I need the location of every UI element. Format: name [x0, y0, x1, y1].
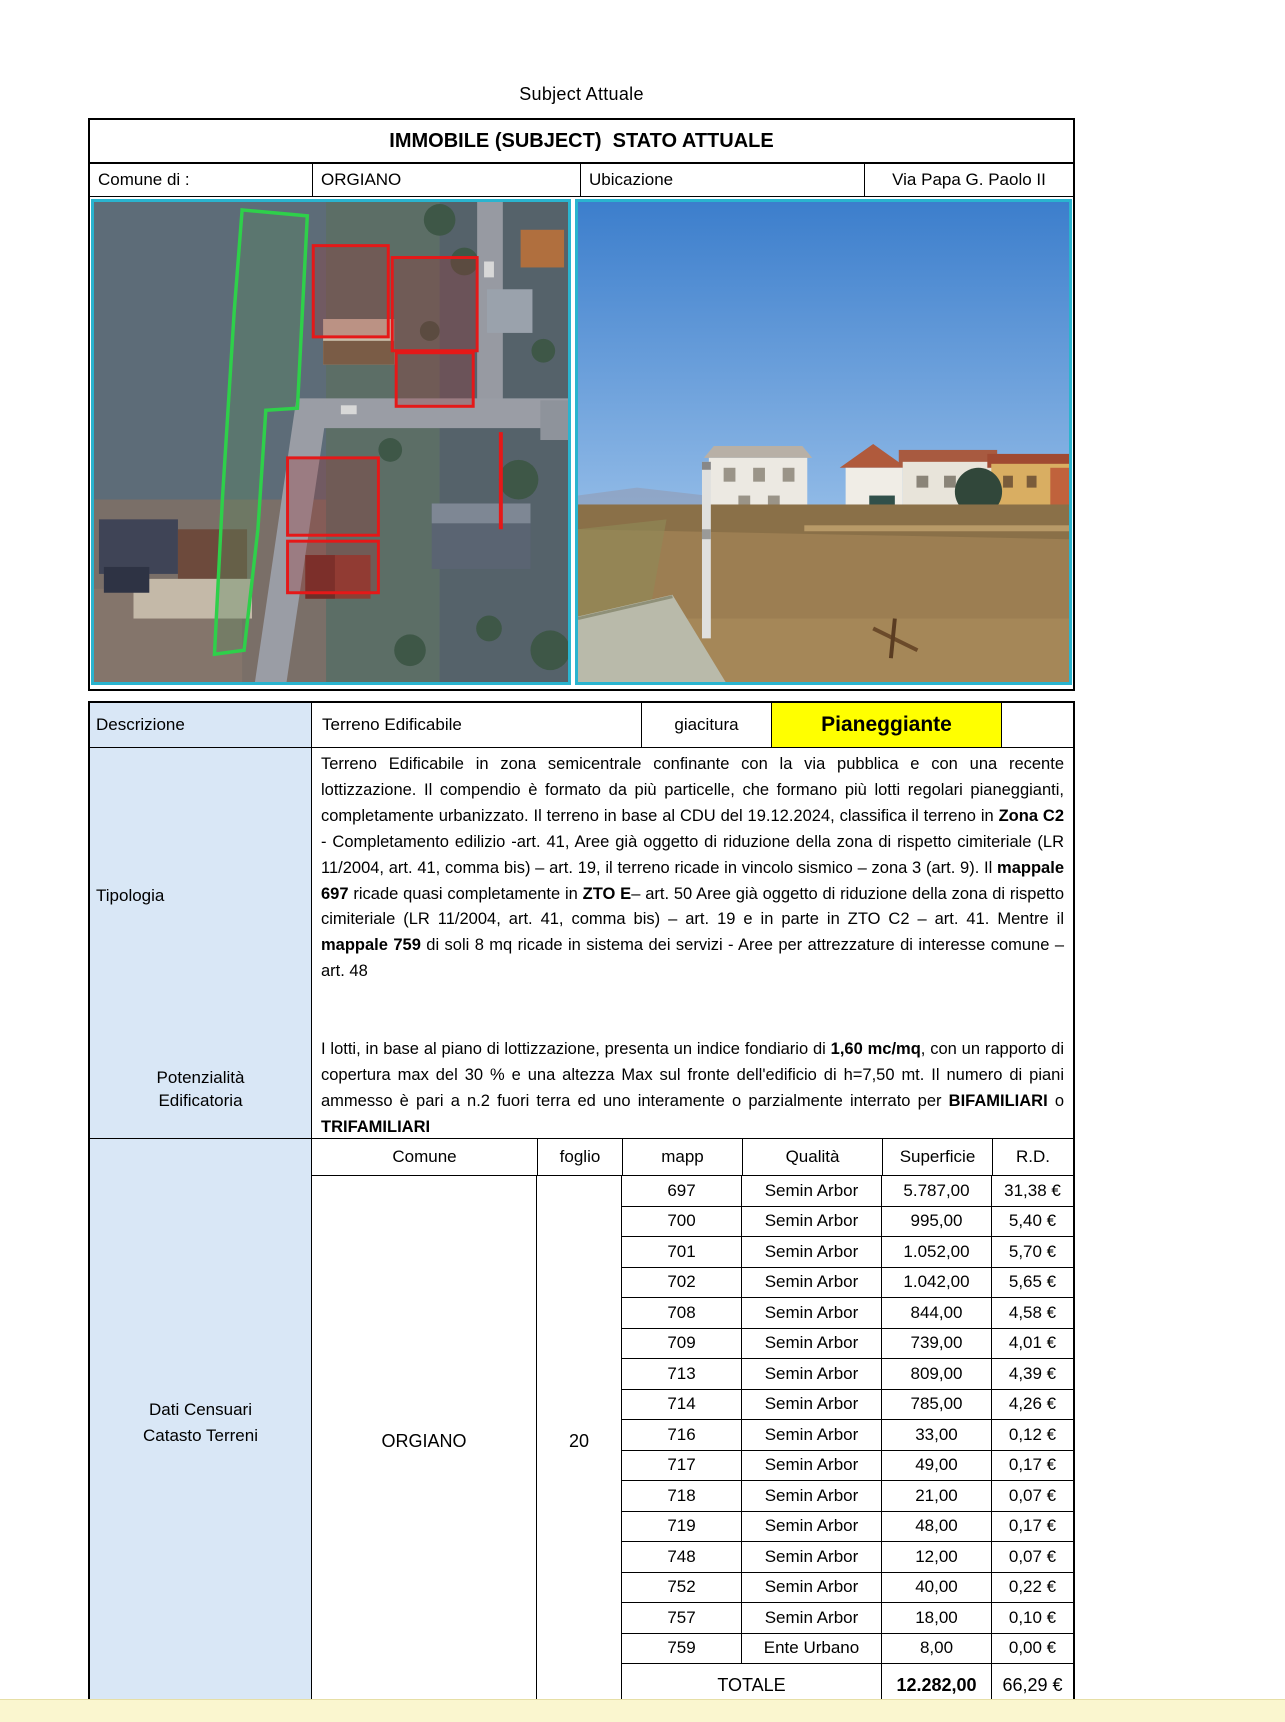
table-row [622, 1420, 1073, 1451]
total-superficie: 12.282,00 [882, 1664, 992, 1706]
description-row [90, 703, 1073, 748]
cell-rd: 0,22 € [1008, 1577, 1057, 1597]
table-row [622, 1237, 1073, 1268]
cell-mapp: 717 [622, 1451, 742, 1481]
cell-mapp: 714 [622, 1390, 742, 1420]
cell-superficie: 18,00 [882, 1603, 992, 1633]
ubicazione-label: Ubicazione [580, 164, 864, 196]
descrizione-value: Terreno Edificabile [312, 703, 642, 747]
cell-qualita: Semin Arbor [742, 1176, 882, 1206]
cell-mapp: 701 [622, 1237, 742, 1267]
cell-qualita: Semin Arbor [742, 1359, 882, 1389]
empty-cell [1002, 703, 1073, 747]
cell-superficie: 49,00 [882, 1451, 992, 1481]
cell-superficie: 1.042,00 [882, 1268, 992, 1298]
cell-qualita: Semin Arbor [742, 1512, 882, 1542]
cell-qualita: Semin Arbor [742, 1298, 882, 1328]
cell-mapp: 759 [622, 1634, 742, 1664]
cell-qualita: Semin Arbor [742, 1207, 882, 1237]
cell-superficie: 785,00 [882, 1390, 992, 1420]
catasto-rows [622, 1176, 1073, 1706]
cell-rd: 0,17 € [1008, 1455, 1057, 1475]
table-row [622, 1451, 1073, 1482]
page-title: Subject Attuale [519, 84, 644, 104]
comune-value: ORGIANO [312, 164, 580, 196]
cell-superficie: 48,00 [882, 1512, 992, 1542]
cell-superficie: 1.052,00 [882, 1237, 992, 1267]
table-row [622, 1329, 1073, 1360]
potenzialita-paragraph: I lotti, in base al piano di lottizzazione, presenta un indice fondiario di 1,60 mc/mq, con un rapporto di copertura max del 30 % e una altezza Max sul fronte dell'edificio di h=7,50 mt. Il numero di piani ammesso è pari a n.2 fuori terra ed uno interamente o parzialmente interrato per BIFAMILIARI o TRIFAMILIARI [321, 1040, 1064, 1136]
giacitura-label: giacitura [642, 703, 772, 747]
cell-rd: 4,39 € [1008, 1363, 1057, 1383]
cell-mapp: 697 [622, 1176, 742, 1206]
cell-superficie: 8,00 [882, 1634, 992, 1664]
land-photo-image [575, 199, 1072, 685]
cell-rd: 0,00 € [1008, 1638, 1057, 1658]
cell-superficie: 809,00 [882, 1359, 992, 1389]
tipologia-content [312, 748, 1073, 1138]
table-row [622, 1207, 1073, 1238]
cell-mapp: 713 [622, 1359, 742, 1389]
catasto-table [312, 1139, 1073, 1706]
cell-mapp: 719 [622, 1512, 742, 1542]
catasto-foglio-value: 20 [537, 1176, 622, 1706]
cell-rd: 4,01 € [1008, 1333, 1057, 1353]
tipologia-label-cell [90, 748, 312, 1138]
table-row [622, 1542, 1073, 1573]
tipologia-potenzialita-row [90, 748, 1073, 1139]
cell-rd: 0,17 € [1008, 1516, 1057, 1536]
details-table [88, 701, 1075, 1708]
cell-rd: 31,38 € [1004, 1180, 1061, 1200]
cell-qualita: Semin Arbor [742, 1268, 882, 1298]
table-row [622, 1359, 1073, 1390]
potenzialita-label: Potenzialità Edificatoria [156, 1068, 245, 1110]
cell-rd: 0,07 € [1008, 1485, 1057, 1505]
catasto-section [90, 1139, 1073, 1706]
aerial-map-image [91, 199, 571, 685]
cell-qualita: Semin Arbor [742, 1390, 882, 1420]
cell-rd: 0,12 € [1008, 1424, 1057, 1444]
cell-qualita: Semin Arbor [742, 1481, 882, 1511]
cell-qualita: Semin Arbor [742, 1542, 882, 1572]
cell-superficie: 33,00 [882, 1420, 992, 1450]
cell-qualita: Semin Arbor [742, 1573, 882, 1603]
page-bottom-band [0, 1699, 1285, 1722]
header-mapp: mapp [622, 1139, 742, 1175]
section-gap [88, 691, 1075, 701]
cell-superficie: 995,00 [882, 1207, 992, 1237]
cell-rd: 5,65 € [1008, 1272, 1057, 1292]
cell-qualita: Ente Urbano [742, 1634, 882, 1664]
cell-qualita: Semin Arbor [742, 1451, 882, 1481]
table-row [622, 1603, 1073, 1634]
appraisal-sheet [88, 84, 1075, 1708]
cell-superficie: 844,00 [882, 1298, 992, 1328]
total-label: TOTALE [622, 1664, 882, 1706]
total-rd: 66,29 € [1002, 1674, 1063, 1695]
land-photo-graphic [578, 202, 1069, 682]
aerial-map-graphic [94, 202, 568, 682]
catasto-header-row [312, 1139, 1073, 1176]
section-header: IMMOBILE (SUBJECT) STATO ATTUALE [90, 120, 1073, 164]
cell-mapp: 702 [622, 1268, 742, 1298]
table-row [622, 1573, 1073, 1604]
table-row [622, 1481, 1073, 1512]
giacitura-value-highlighted: Pianeggiante [772, 703, 1002, 747]
cell-qualita: Semin Arbor [742, 1329, 882, 1359]
header-comune: Comune [392, 1147, 457, 1166]
cell-superficie: 12,00 [882, 1542, 992, 1572]
tipologia-label: Tipologia [96, 886, 165, 905]
comune-label: Comune di : [98, 170, 190, 189]
table-row [622, 1512, 1073, 1543]
ubicazione-value: Via Papa G. Paolo II [864, 164, 1073, 196]
header-rd: R.D. [992, 1139, 1073, 1175]
table-row [622, 1390, 1073, 1421]
cell-superficie: 5.787,00 [882, 1176, 992, 1206]
cell-mapp: 716 [622, 1420, 742, 1450]
cell-rd: 4,26 € [1008, 1394, 1057, 1414]
header-superficie: Superficie [882, 1139, 992, 1175]
cell-mapp: 757 [622, 1603, 742, 1633]
tipologia-paragraph: Terreno Edificabile in zona semicentrale confinante con la via pubblica e con una recente lottizzazione. Il compendio è formato da più particelle, che formano più lotti regolari pianeggianti, completamente urbanizzato. Il terreno in base al CDU del 19.12.2024, classifica il terreno in Zona C2 - Completamento edilizio -art. 41, Aree già oggetto di riduzione della zona di rispetto cimiteriale (LR 11/2004, art. 41, comma bis) – art. 19, il terreno ricade in vincolo sismico – zona 3 (art. 9). Il mappale 697 ricade quasi completamente in ZTO E– art. 50 Aree già oggetto di riduzione della zona di rispetto cimiteriale (LR 11/2004, art. 41, comma bis) – art. 19 e in parte in ZTO C2 – art. 41. Mentre il mappale 759 di soli 8 mq ricade in sistema dei servizi - Aree per attrezzature di interesse comune – art. 48 [321, 755, 1064, 981]
cell-mapp: 700 [622, 1207, 742, 1237]
cell-rd: 0,10 € [1008, 1607, 1057, 1627]
cell-mapp: 752 [622, 1573, 742, 1603]
catasto-label-cell [90, 1139, 312, 1706]
cell-rd: 5,70 € [1008, 1241, 1057, 1261]
cell-mapp: 708 [622, 1298, 742, 1328]
catasto-section-label: Dati Censuari Catasto Terreni [143, 1399, 258, 1445]
images-row [90, 197, 1073, 689]
cell-rd: 5,40 € [1008, 1211, 1057, 1231]
cell-mapp: 718 [622, 1481, 742, 1511]
descrizione-label: Descrizione [90, 703, 312, 747]
cell-superficie: 739,00 [882, 1329, 992, 1359]
header-foglio: foglio [537, 1139, 622, 1175]
cell-mapp: 709 [622, 1329, 742, 1359]
subject-current-state-table [88, 118, 1075, 691]
cell-qualita: Semin Arbor [742, 1420, 882, 1450]
table-row [622, 1634, 1073, 1665]
location-row [90, 164, 1073, 197]
cell-qualita: Semin Arbor [742, 1603, 882, 1633]
cell-rd: 0,07 € [1008, 1546, 1057, 1566]
cell-mapp: 748 [622, 1542, 742, 1572]
catasto-body [312, 1176, 1073, 1706]
cell-rd: 4,58 € [1008, 1302, 1057, 1322]
table-row [622, 1176, 1073, 1207]
table-row [622, 1268, 1073, 1299]
cell-superficie: 40,00 [882, 1573, 992, 1603]
cell-superficie: 21,00 [882, 1481, 992, 1511]
cell-qualita: Semin Arbor [742, 1237, 882, 1267]
catasto-comune-value: ORGIANO [312, 1176, 537, 1706]
header-qualita: Qualità [742, 1139, 882, 1175]
table-row [622, 1298, 1073, 1329]
